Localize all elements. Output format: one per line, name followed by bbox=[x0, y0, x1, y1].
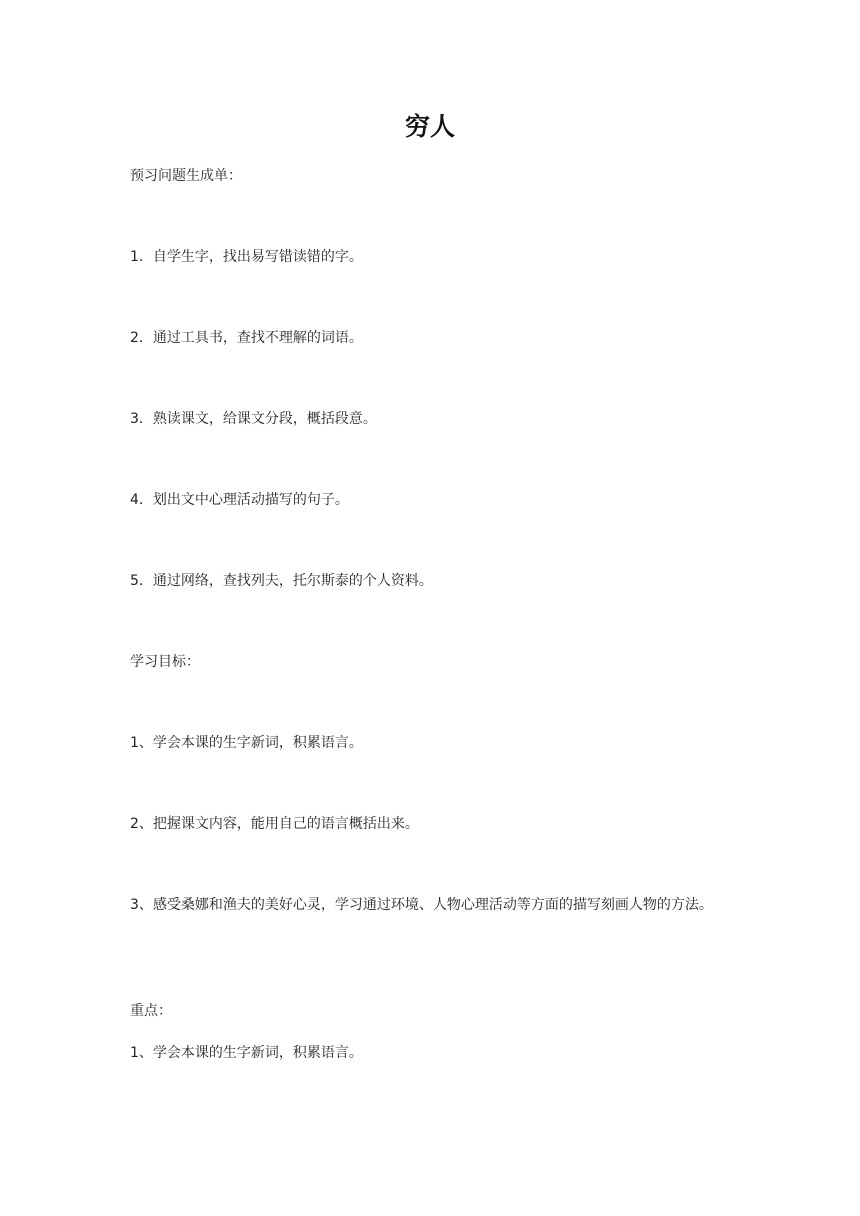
item-number: 2． bbox=[130, 330, 153, 346]
item-text: 把握课文内容，能用自己的语言概括出来。 bbox=[152, 816, 419, 832]
preview-item-5 bbox=[130, 569, 740, 593]
key-heading: 重点： bbox=[130, 1003, 172, 1019]
item-number: 5． bbox=[130, 573, 153, 589]
item-number: 3． bbox=[130, 411, 153, 427]
item-number: 1、 bbox=[130, 1045, 153, 1061]
preview-item-2 bbox=[130, 326, 740, 350]
item-text: 划出文中心理活动描写的句子。 bbox=[152, 492, 349, 508]
item-number: 2、 bbox=[130, 816, 153, 832]
item-text: 自学生字，找出易写错读错的字。 bbox=[152, 249, 363, 265]
item-number: 4． bbox=[130, 492, 153, 508]
item-text: 学会本课的生字新词，积累语言。 bbox=[152, 735, 363, 751]
goals-heading: 学习目标： bbox=[130, 654, 200, 670]
item-text: 通过工具书，查找不理解的词语。 bbox=[152, 330, 363, 346]
goal-item-2 bbox=[130, 812, 740, 836]
item-number: 1． bbox=[130, 249, 153, 265]
preview-heading: 预习问题生成单： bbox=[130, 168, 242, 184]
item-text: 通过网络，查找列夫，托尔斯泰的个人资料。 bbox=[152, 573, 433, 589]
goal-item-1 bbox=[130, 731, 740, 755]
preview-item-4 bbox=[130, 488, 740, 512]
item-number: 1、 bbox=[130, 735, 153, 751]
item-number: 3、 bbox=[130, 897, 153, 913]
item-text: 感受桑娜和渔夫的美好心灵，学习通过环境、人物心理活动等方面的描写刻画人物的方法。 bbox=[152, 897, 713, 913]
key-item-1 bbox=[130, 1041, 740, 1065]
item-text: 熟读课文，给课文分段，概括段意。 bbox=[152, 411, 377, 427]
preview-item-1 bbox=[130, 245, 740, 269]
page-title: 穷人 bbox=[404, 112, 455, 141]
preview-item-3 bbox=[130, 407, 740, 431]
goal-item-3 bbox=[130, 892, 740, 918]
item-text: 学会本课的生字新词，积累语言。 bbox=[152, 1045, 363, 1061]
